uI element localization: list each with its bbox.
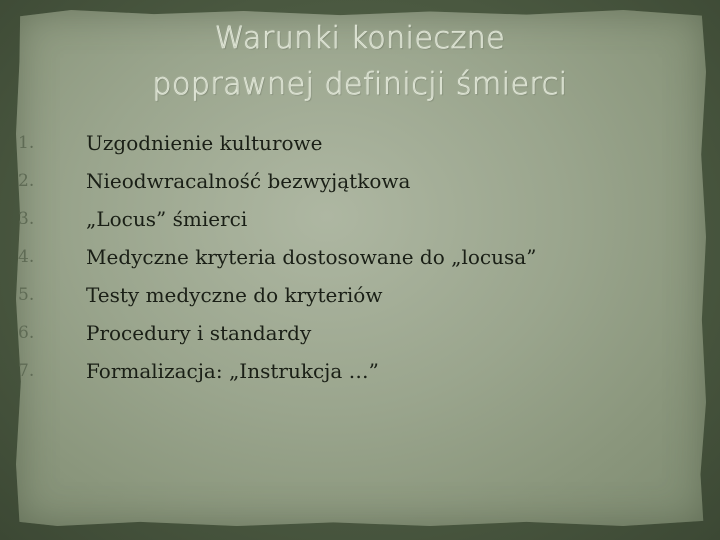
list-item-text: Uzgodnienie kulturowe: [86, 131, 323, 155]
list-item-number: 1.: [18, 133, 35, 153]
list-item-text: Procedury i standardy: [86, 321, 312, 345]
title-line-2: poprawnej definicji śmierci: [152, 67, 568, 102]
list-item-text: Medyczne kryteria dostosowane do „locusa”: [86, 245, 537, 269]
list-item-number: 6.: [18, 323, 35, 343]
list-item-number: 3.: [18, 209, 35, 229]
list-item-number: 5.: [18, 285, 35, 305]
list-item-number: 4.: [18, 247, 35, 267]
list-item-number: 7.: [18, 361, 35, 381]
list-item-number: 2.: [18, 171, 35, 191]
title-line-1: Warunki konieczne: [214, 21, 506, 56]
list-item-text: „Locus” śmierci: [86, 207, 248, 231]
slide-title: [60, 16, 660, 108]
list-item-text: Nieodwracalność bezwyjątkowa: [86, 169, 411, 193]
list-item-text: Formalizacja: „Instrukcja …”: [86, 359, 379, 383]
list-item-text: Testy medyczne do kryteriów: [86, 283, 383, 307]
